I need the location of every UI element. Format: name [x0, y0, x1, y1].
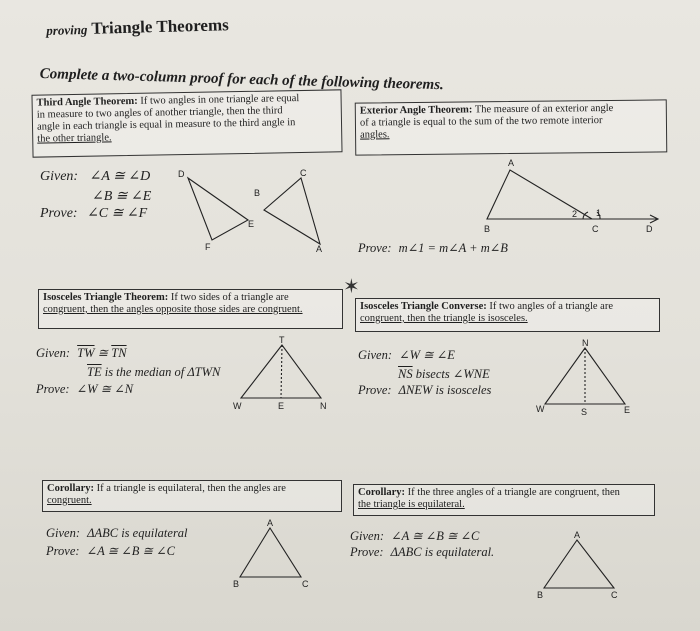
ext-label-a: A — [508, 158, 515, 168]
third-angle-prove: Prove: ∠C ≅ ∠F — [40, 206, 148, 221]
corollary-2-given: Given: ∠A ≅ ∠B ≅ ∠C — [350, 529, 480, 543]
isosceles-prove: Prove: ∠W ≅ ∠N — [36, 382, 134, 396]
corollary-2-prove: Prove: ΔABC is equilateral. — [350, 545, 495, 559]
converse-prove: Prove: ΔNEW is isosceles — [358, 383, 492, 397]
label-c: C — [300, 168, 307, 178]
isosceles-theorem-box: Isosceles Triangle Theorem: If two sides of a triangle are congruent, then the angles opposite those sides are congruent. — [38, 289, 343, 329]
margin-star: ✶ — [343, 276, 360, 298]
iso-label-e: E — [278, 401, 285, 411]
conv-label-w: W — [536, 404, 545, 414]
isosceles-converse-box: Isosceles Triangle Converse: If two angles of a triangle are congruent, then the triangle is isosceles. — [355, 298, 660, 332]
cor1-label-c: C — [302, 579, 309, 589]
third-angle-given-2: ∠B ≅ ∠E — [92, 189, 152, 204]
iso-label-n: N — [320, 401, 327, 411]
ext-label-2: 2 — [572, 209, 578, 219]
ext-label-d: D — [646, 224, 653, 234]
triangle-def — [188, 178, 248, 240]
conv-label-e: E — [624, 405, 631, 415]
triangle-abc — [264, 178, 320, 244]
exterior-angle-theorem-box: Exterior Angle Theorem: The measure of an exterior angle of a triangle is equal to the sum of the two remote interior angles. — [355, 99, 668, 155]
label-b: B — [254, 188, 261, 198]
ext-label-1: 1 — [596, 208, 602, 218]
third-angle-theorem-box: Third Angle Theorem: If two angles in one triangle are equal in measure to two angles of another triangle, then the third angle in each triangle is equal in measure to the third angle in the other triangle. — [31, 89, 342, 157]
iso-label-w: W — [233, 401, 242, 411]
cor2-label-a: A — [574, 530, 581, 540]
label-a: A — [316, 244, 323, 254]
median-te — [281, 345, 282, 398]
corollary-1-given: Given: ΔABC is equilateral — [46, 526, 188, 540]
cor1-label-a: A — [267, 518, 274, 528]
iso-label-t: T — [279, 335, 285, 345]
corollary-1-prove: Prove: ∠A ≅ ∠B ≅ ∠C — [46, 544, 175, 558]
ext-label-b: B — [484, 224, 491, 234]
ext-label-c: C — [592, 224, 599, 234]
isosceles-given-2: $\overline{TE}$ is the median of ΔTWN — [87, 365, 221, 379]
cor2-label-b: B — [537, 590, 544, 600]
conv-label-n: N — [582, 338, 589, 348]
label-f: F — [205, 242, 211, 252]
isosceles-given-1: Given: $\overline{TW}$ ≅ $\overline{TN}$ — [36, 346, 127, 360]
cor2-label-c: C — [611, 590, 618, 600]
instructions: Complete a two-column proof for each of the following theorems. — [39, 66, 445, 94]
cor1-label-b: B — [233, 579, 240, 589]
conv-label-s: S — [581, 407, 588, 417]
corollary-2-box: Corollary: If the three angles of a triangle are congruent, then the triangle is equilateral. — [353, 484, 655, 516]
triangle-abc-equilateral-1 — [240, 528, 301, 577]
converse-given-1: Given: ∠W ≅ ∠E — [358, 348, 455, 362]
exterior-angle-prove: Prove: m∠1 = m∠A + m∠B — [358, 241, 508, 255]
worksheet-title: proving Triangle Theorems — [46, 15, 229, 38]
label-e: E — [248, 219, 255, 229]
corollary-1-box: Corollary: If a triangle is equilateral, then the angles are congruent. — [42, 480, 342, 512]
label-d: D — [178, 169, 185, 179]
converse-given-2: $\overline{NS}$ bisects ∠WNE — [398, 367, 490, 381]
third-angle-given-1: Given: ∠A ≅ ∠D — [40, 169, 151, 184]
triangle-abc-equilateral-2 — [544, 540, 614, 588]
